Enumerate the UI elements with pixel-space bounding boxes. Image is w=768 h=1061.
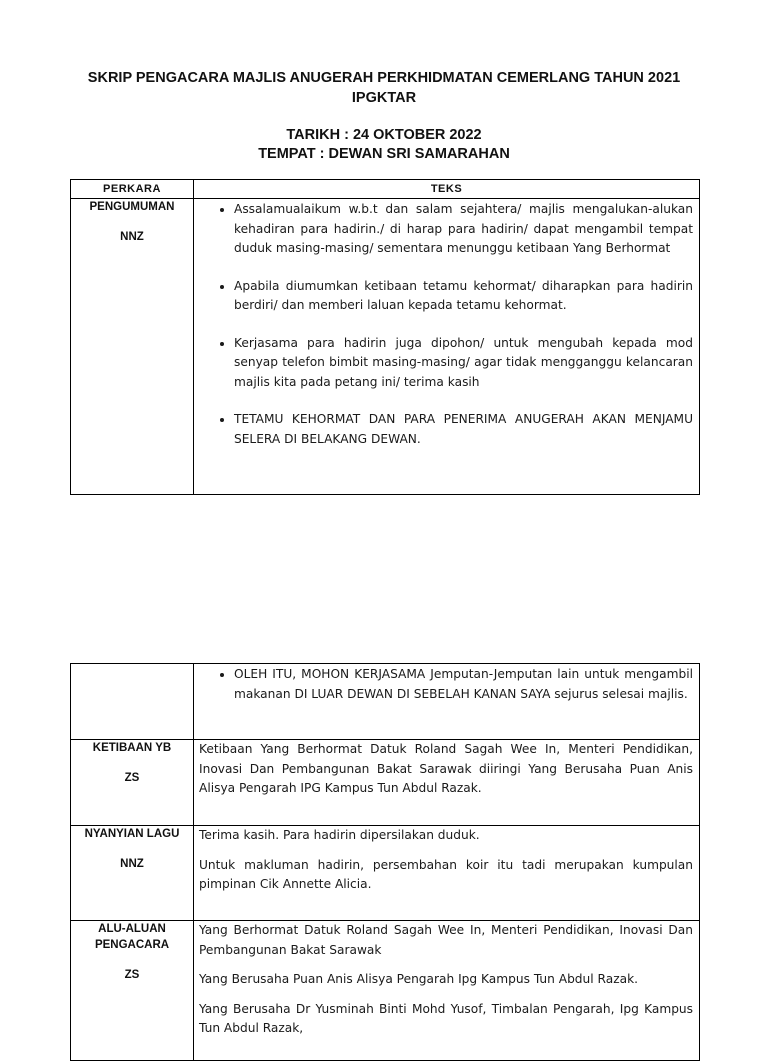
paragraph: Terima kasih. Para hadirin dipersilakan duduk.: [199, 828, 480, 842]
paragraph: Ketibaan Yang Berhormat Datuk Roland Sagah Wee In, Menteri Pendidikan, Inovasi Dan Pembangunan Bakat Sarawak diiringi Yang Berusaha Puan Anis Alisya Pengarah IPG Kampus Tun Abdul Razak.: [199, 742, 693, 795]
paragraph-group: [194, 921, 699, 1039]
teks-cell: [194, 826, 700, 921]
speaker-label: NNZ: [120, 231, 144, 243]
teks-cell: [194, 740, 700, 826]
table-header-row: [71, 180, 700, 199]
perkara-label-line2: PENGACARA: [94, 939, 170, 951]
perkara-cell: [71, 740, 194, 826]
speaker-label: ZS: [124, 772, 140, 784]
document-date: TARIKH : 24 OKTOBER 2022: [286, 127, 482, 143]
paragraph: Yang Berusaha Dr Yusminah Binti Mohd Yusof, Timbalan Pengarah, Ipg Kampus Tun Abdul Razak,: [199, 1001, 693, 1035]
teks-cell: [194, 664, 700, 740]
perkara-label: PENGUMUMAN: [89, 201, 175, 213]
document-title-line1: SKRIP PENGACARA MAJLIS ANUGERAH PERKHIDMATAN CEMERLANG TAHUN 2021: [87, 70, 681, 86]
list-item: • TETAMU KEHORMAT DAN PARA PENERIMA ANUGERAH AKAN MENJAMU SELERA DI BELAKANG DEWAN.: [234, 410, 693, 449]
bullet-list: [194, 200, 699, 449]
document-venue: TEMPAT : DEWAN SRI SAMARAHAN: [258, 146, 510, 162]
perkara-cell-empty: [71, 664, 194, 740]
teks-cell: [194, 199, 700, 495]
paragraph: Untuk makluman hadirin, persembahan koir itu tadi merupakan kumpulan pimpinan Cik Annette Alicia.: [199, 857, 693, 891]
list-item: • Assalamualaikum w.b.t dan salam sejahtera/ majlis mengalukan-alukan kehadiran para hadirin./ di harap para hadirin/ dapat mengambil tempat duduk masing-masing/ sementara menunggu ketibaan Yang Berhormat: [234, 200, 693, 259]
perkara-label-line1: ALU-ALUAN: [98, 923, 166, 935]
table-row: [71, 199, 700, 495]
bullet-list: [194, 665, 699, 704]
teks-cell: [194, 921, 700, 1061]
table-row: [71, 740, 700, 826]
perkara-label: NYANYIAN LAGU: [84, 828, 180, 840]
perkara-label: KETIBAAN YB: [92, 742, 172, 754]
table-row: [71, 826, 700, 921]
list-item: • Kerjasama para hadirin juga dipohon/ untuk mengubah kepada mod senyap telefon bimbit masing-masing/ agar tidak mengganggu kelancaran majlis kita pada petang ini/ terima kasih: [234, 334, 693, 393]
paragraph: Yang Berhormat Datuk Roland Sagah Wee In, Menteri Pendidikan, Inovasi Dan Pembangunan Bakat Sarawak: [199, 923, 693, 957]
header-perkara: PERKARA: [71, 180, 194, 199]
paragraph-group: [194, 826, 699, 895]
table-row: [71, 664, 700, 740]
speaker-label: ZS: [124, 969, 140, 981]
script-table-2: [70, 663, 700, 1061]
script-table-1: [70, 179, 700, 495]
list-item: • OLEH ITU, MOHON KERJASAMA Jemputan-Jemputan lain untuk mengambil makanan DI LUAR DEWAN DI SEBELAH KANAN SAYA sejurus selesai majlis.: [234, 665, 693, 704]
table-row: [71, 921, 700, 1061]
perkara-cell: [71, 826, 194, 921]
list-item: • Apabila diumumkan ketibaan tetamu kehormat/ diharapkan para hadirin berdiri/ dan memberi laluan kepada tetamu kehormat.: [234, 277, 693, 316]
speaker-label: NNZ: [120, 858, 144, 870]
paragraph: Yang Berusaha Puan Anis Alisya Pengarah Ipg Kampus Tun Abdul Razak.: [199, 972, 638, 986]
perkara-cell: [71, 199, 194, 495]
document-title-line2: IPGKTAR: [351, 90, 417, 106]
perkara-cell: [71, 921, 194, 1061]
header-teks: TEKS: [194, 180, 700, 199]
